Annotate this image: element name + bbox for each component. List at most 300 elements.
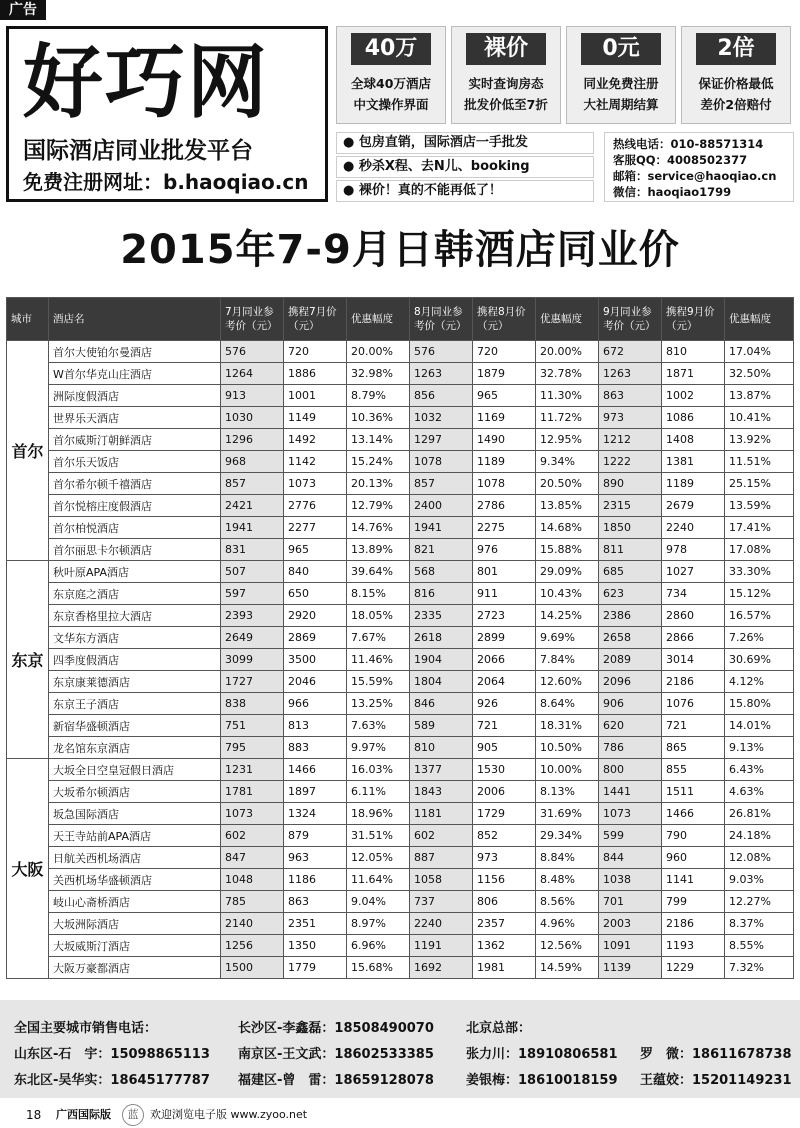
price-cell: 801 <box>473 561 536 583</box>
logo-name: 好巧网 <box>23 36 269 129</box>
price-cell: 863 <box>599 385 662 407</box>
price-cell: 1229 <box>662 957 725 979</box>
price-cell: 2357 <box>473 913 536 935</box>
table-row <box>7 935 794 957</box>
price-cell: 1078 <box>473 473 536 495</box>
price-cell: 14.25% <box>536 605 599 627</box>
table-row <box>7 583 794 605</box>
price-cell: 2275 <box>473 517 536 539</box>
price-cell: 20.50% <box>536 473 599 495</box>
price-cell: 18.31% <box>536 715 599 737</box>
price-cell: 2006 <box>473 781 536 803</box>
ad-label: 广告 <box>0 0 46 20</box>
hotel-name-cell: W首尔华克山庄酒店 <box>49 363 221 385</box>
feature-line: 保证价格最低 <box>698 76 774 91</box>
price-cell: 8.97% <box>347 913 410 935</box>
price-cell: 2869 <box>284 627 347 649</box>
price-cell: 968 <box>221 451 284 473</box>
hotel-name-cell: 关西机场华盛顿酒店 <box>49 869 221 891</box>
price-cell: 806 <box>473 891 536 913</box>
hotel-name-cell: 首尔希尔顿千禧酒店 <box>49 473 221 495</box>
column-header: 携程7月价（元） <box>284 298 347 341</box>
page-number: 18 <box>26 1108 42 1122</box>
price-cell: 1073 <box>221 803 284 825</box>
price-cell: 846 <box>410 693 473 715</box>
price-cell: 1189 <box>662 473 725 495</box>
price-cell: 1078 <box>410 451 473 473</box>
price-cell: 26.81% <box>725 803 794 825</box>
hotel-name-cell: 四季度假酒店 <box>49 649 221 671</box>
price-cell: 2096 <box>599 671 662 693</box>
price-cell: 2920 <box>284 605 347 627</box>
price-cell: 2277 <box>284 517 347 539</box>
hotel-name-cell: 东京王子酒店 <box>49 693 221 715</box>
table-row <box>7 605 794 627</box>
hotel-name-cell: 岐山心斋桥酒店 <box>49 891 221 913</box>
hotel-name-cell: 首尔乐天饭店 <box>49 451 221 473</box>
price-cell: 1169 <box>473 407 536 429</box>
price-cell: 1871 <box>662 363 725 385</box>
price-cell: 831 <box>221 539 284 561</box>
price-cell: 905 <box>473 737 536 759</box>
price-cell: 2658 <box>599 627 662 649</box>
table-row <box>7 913 794 935</box>
table-row <box>7 627 794 649</box>
price-cell: 1362 <box>473 935 536 957</box>
hotel-name-cell: 首尔大使铂尔曼酒店 <box>49 341 221 363</box>
price-cell: 960 <box>662 847 725 869</box>
price-cell: 2140 <box>221 913 284 935</box>
column-header: 8月同业参考价（元） <box>410 298 473 341</box>
table-row <box>7 517 794 539</box>
price-cell: 838 <box>221 693 284 715</box>
price-cell: 734 <box>662 583 725 605</box>
price-cell: 913 <box>221 385 284 407</box>
price-cell: 9.13% <box>725 737 794 759</box>
price-cell: 10.00% <box>536 759 599 781</box>
price-cell: 2679 <box>662 495 725 517</box>
price-cell: 13.85% <box>536 495 599 517</box>
sales-contact: 东北区-吴华实：18645177787 <box>14 1073 210 1088</box>
price-cell: 1441 <box>599 781 662 803</box>
table-row <box>7 495 794 517</box>
price-cell: 1324 <box>284 803 347 825</box>
sales-contact: 张力川：18910806581 <box>466 1047 618 1062</box>
price-cell: 1030 <box>221 407 284 429</box>
price-cell: 8.15% <box>347 583 410 605</box>
price-cell: 11.72% <box>536 407 599 429</box>
price-cell: 8.84% <box>536 847 599 869</box>
price-cell: 800 <box>599 759 662 781</box>
price-cell: 15.80% <box>725 693 794 715</box>
table-row <box>7 715 794 737</box>
footer-hq-title: 北京总部： <box>466 1021 532 1036</box>
price-cell: 799 <box>662 891 725 913</box>
contact-hotline: 热线电话：010-88571314 <box>613 137 764 151</box>
table-row <box>7 385 794 407</box>
price-cell: 1377 <box>410 759 473 781</box>
price-cell: 847 <box>221 847 284 869</box>
table-row <box>7 671 794 693</box>
price-cell: 10.43% <box>536 583 599 605</box>
price-cell: 1941 <box>410 517 473 539</box>
price-cell: 813 <box>284 715 347 737</box>
price-cell: 3014 <box>662 649 725 671</box>
bullet-item: ● 包房直销，国际酒店一手批发 <box>336 132 594 154</box>
hotel-name-cell: 新宿华盛顿酒店 <box>49 715 221 737</box>
table-row <box>7 781 794 803</box>
price-cell: 672 <box>599 341 662 363</box>
price-cell: 1886 <box>284 363 347 385</box>
hotel-name-cell: 日航关西机场酒店 <box>49 847 221 869</box>
price-cell: 1500 <box>221 957 284 979</box>
sales-contact: 罗 微：18611678738 <box>640 1047 792 1062</box>
price-cell: 821 <box>410 539 473 561</box>
sales-contact: 王蕴姣：15201149231 <box>640 1073 792 1088</box>
contact-qq: 客服QQ：4008502377 <box>613 153 748 167</box>
price-cell: 1193 <box>662 935 725 957</box>
publication-slogan: 欢迎浏览电子版 www.zyoo.net <box>150 1108 308 1121</box>
hotel-name-cell: 首尔柏悦酒店 <box>49 517 221 539</box>
price-cell: 976 <box>473 539 536 561</box>
hotel-name-cell: 坂急国际酒店 <box>49 803 221 825</box>
price-cell: 8.13% <box>536 781 599 803</box>
price-cell: 2186 <box>662 671 725 693</box>
price-cell: 9.34% <box>536 451 599 473</box>
table-row <box>7 561 794 583</box>
price-cell: 597 <box>221 583 284 605</box>
footer <box>0 1000 800 1098</box>
publication-badge: 蓝 <box>122 1104 144 1126</box>
city-cell: 首尔 <box>7 341 49 561</box>
price-cell: 2899 <box>473 627 536 649</box>
price-cell: 602 <box>410 825 473 847</box>
price-cell: 11.64% <box>347 869 410 891</box>
price-cell: 1381 <box>662 451 725 473</box>
hotel-name-cell: 东京庭之酒店 <box>49 583 221 605</box>
feature-text <box>682 73 790 115</box>
price-cell: 2786 <box>473 495 536 517</box>
feature-badge: 裸价 <box>466 33 546 65</box>
price-cell: 13.87% <box>725 385 794 407</box>
price-cell: 879 <box>284 825 347 847</box>
price-cell: 602 <box>221 825 284 847</box>
price-cell: 1466 <box>284 759 347 781</box>
price-cell: 15.12% <box>725 583 794 605</box>
sales-contact: 山东区-石 宇：15098865113 <box>14 1047 210 1062</box>
table-row <box>7 803 794 825</box>
price-cell: 810 <box>410 737 473 759</box>
price-cell: 3099 <box>221 649 284 671</box>
contact-email: 邮箱：service@haoqiao.cn <box>613 169 777 183</box>
price-cell: 7.84% <box>536 649 599 671</box>
price-cell: 1263 <box>599 363 662 385</box>
price-cell: 785 <box>221 891 284 913</box>
price-cell: 906 <box>599 693 662 715</box>
price-cell: 1073 <box>599 803 662 825</box>
feature-line: 同业免费注册 <box>583 76 659 91</box>
price-cell: 2386 <box>599 605 662 627</box>
feature-line: 实时查询房态 <box>468 76 544 91</box>
price-cell: 507 <box>221 561 284 583</box>
price-cell: 12.56% <box>536 935 599 957</box>
price-cell: 1073 <box>284 473 347 495</box>
price-cell: 6.43% <box>725 759 794 781</box>
price-cell: 1032 <box>410 407 473 429</box>
price-table <box>6 297 794 979</box>
price-cell: 844 <box>599 847 662 869</box>
price-cell: 1729 <box>473 803 536 825</box>
price-cell: 32.50% <box>725 363 794 385</box>
price-cell: 1181 <box>410 803 473 825</box>
price-cell: 6.11% <box>347 781 410 803</box>
price-cell: 973 <box>473 847 536 869</box>
price-cell: 13.89% <box>347 539 410 561</box>
price-cell: 15.59% <box>347 671 410 693</box>
price-cell: 721 <box>473 715 536 737</box>
feature-card <box>336 26 446 124</box>
price-cell: 3500 <box>284 649 347 671</box>
price-cell: 720 <box>284 341 347 363</box>
price-cell: 685 <box>599 561 662 583</box>
price-cell: 4.63% <box>725 781 794 803</box>
price-cell: 1048 <box>221 869 284 891</box>
page-title: 2015年7-9月日韩酒店同业价 <box>120 227 680 273</box>
contact-box <box>604 132 794 202</box>
feature-badge: 2倍 <box>696 33 776 65</box>
price-cell: 20.00% <box>536 341 599 363</box>
sales-contact: 南京区-王文武：18602533385 <box>238 1047 434 1062</box>
feature-card <box>681 26 791 124</box>
hotel-name-cell: 东京香格里拉大酒店 <box>49 605 221 627</box>
price-cell: 2776 <box>284 495 347 517</box>
feature-text <box>452 73 560 115</box>
price-cell: 12.27% <box>725 891 794 913</box>
price-cell: 30.69% <box>725 649 794 671</box>
price-cell: 17.08% <box>725 539 794 561</box>
column-header: 7月同业参考价（元） <box>221 298 284 341</box>
hotel-name-cell: 文华东方酒店 <box>49 627 221 649</box>
price-cell: 15.88% <box>536 539 599 561</box>
table-row <box>7 451 794 473</box>
price-cell: 10.36% <box>347 407 410 429</box>
price-cell: 926 <box>473 693 536 715</box>
price-cell: 2400 <box>410 495 473 517</box>
price-cell: 9.97% <box>347 737 410 759</box>
price-cell: 1001 <box>284 385 347 407</box>
price-cell: 9.69% <box>536 627 599 649</box>
feature-line: 批发价低至7折 <box>464 97 548 112</box>
price-cell: 17.41% <box>725 517 794 539</box>
price-cell: 978 <box>662 539 725 561</box>
price-cell: 1231 <box>221 759 284 781</box>
price-cell: 1139 <box>599 957 662 979</box>
price-cell: 1058 <box>410 869 473 891</box>
price-cell: 966 <box>284 693 347 715</box>
price-cell: 1408 <box>662 429 725 451</box>
price-cell: 1002 <box>662 385 725 407</box>
price-cell: 1350 <box>284 935 347 957</box>
price-cell: 1264 <box>221 363 284 385</box>
column-header: 优惠幅度 <box>536 298 599 341</box>
price-cell: 32.98% <box>347 363 410 385</box>
price-cell: 8.79% <box>347 385 410 407</box>
price-cell: 623 <box>599 583 662 605</box>
column-header: 携程9月价（元） <box>662 298 725 341</box>
column-header: 城市 <box>7 298 49 341</box>
price-cell: 31.69% <box>536 803 599 825</box>
hotel-name-cell: 首尔威斯汀朝鲜酒店 <box>49 429 221 451</box>
price-cell: 811 <box>599 539 662 561</box>
price-cell: 1256 <box>221 935 284 957</box>
price-cell: 9.03% <box>725 869 794 891</box>
hotel-name-cell: 大坂全日空皇冠假日酒店 <box>49 759 221 781</box>
price-cell: 1186 <box>284 869 347 891</box>
price-cell: 10.41% <box>725 407 794 429</box>
price-cell: 29.34% <box>536 825 599 847</box>
price-cell: 2046 <box>284 671 347 693</box>
price-cell: 1511 <box>662 781 725 803</box>
price-cell: 2393 <box>221 605 284 627</box>
price-cell: 7.32% <box>725 957 794 979</box>
feature-line: 全球40万酒店 <box>351 76 431 91</box>
price-cell: 1843 <box>410 781 473 803</box>
feature-text <box>337 73 445 115</box>
price-cell: 2421 <box>221 495 284 517</box>
hotel-name-cell: 世界乐天酒店 <box>49 407 221 429</box>
price-cell: 15.24% <box>347 451 410 473</box>
price-cell: 568 <box>410 561 473 583</box>
column-header: 酒店名 <box>49 298 221 341</box>
price-cell: 883 <box>284 737 347 759</box>
price-cell: 1904 <box>410 649 473 671</box>
price-cell: 7.26% <box>725 627 794 649</box>
table-row <box>7 869 794 891</box>
price-cell: 14.76% <box>347 517 410 539</box>
price-cell: 25.15% <box>725 473 794 495</box>
price-cell: 13.92% <box>725 429 794 451</box>
price-cell: 2240 <box>662 517 725 539</box>
price-cell: 1222 <box>599 451 662 473</box>
contact-wechat: 微信：haoqiao1799 <box>613 185 732 199</box>
price-cell: 14.01% <box>725 715 794 737</box>
price-cell: 20.13% <box>347 473 410 495</box>
price-cell: 911 <box>473 583 536 605</box>
price-cell: 11.51% <box>725 451 794 473</box>
city-cell: 大阪 <box>7 759 49 979</box>
price-cell: 2860 <box>662 605 725 627</box>
price-cell: 2089 <box>599 649 662 671</box>
feature-line: 大社周期结算 <box>583 97 659 112</box>
table-row <box>7 847 794 869</box>
price-cell: 12.95% <box>536 429 599 451</box>
bullet-item: ● 秒杀X程、去N儿、booking <box>336 156 594 178</box>
price-cell: 890 <box>599 473 662 495</box>
price-cell: 16.03% <box>347 759 410 781</box>
table-row <box>7 957 794 979</box>
price-cell: 857 <box>221 473 284 495</box>
price-cell: 701 <box>599 891 662 913</box>
price-cell: 1142 <box>284 451 347 473</box>
price-cell: 17.04% <box>725 341 794 363</box>
price-cell: 790 <box>662 825 725 847</box>
price-cell: 1191 <box>410 935 473 957</box>
price-cell: 12.60% <box>536 671 599 693</box>
price-cell: 1850 <box>599 517 662 539</box>
price-cell: 8.64% <box>536 693 599 715</box>
price-cell: 18.96% <box>347 803 410 825</box>
price-cell: 786 <box>599 737 662 759</box>
column-header: 9月同业参考价（元） <box>599 298 662 341</box>
price-cell: 2186 <box>662 913 725 935</box>
price-cell: 1212 <box>599 429 662 451</box>
table-row <box>7 825 794 847</box>
price-cell: 840 <box>284 561 347 583</box>
price-cell: 720 <box>473 341 536 363</box>
price-cell: 13.14% <box>347 429 410 451</box>
feature-card <box>451 26 561 124</box>
price-cell: 1530 <box>473 759 536 781</box>
price-cell: 13.25% <box>347 693 410 715</box>
price-cell: 965 <box>284 539 347 561</box>
footer-title: 全国主要城市销售电话： <box>14 1021 158 1036</box>
price-cell: 2315 <box>599 495 662 517</box>
hotel-name-cell: 大坂洲际酒店 <box>49 913 221 935</box>
hotel-name-cell: 大阪万豪都酒店 <box>49 957 221 979</box>
price-cell: 1779 <box>284 957 347 979</box>
price-cell: 15.68% <box>347 957 410 979</box>
price-cell: 857 <box>410 473 473 495</box>
logo-tagline: 国际酒店同业批发平台 <box>23 138 253 164</box>
price-cell: 8.48% <box>536 869 599 891</box>
price-cell: 620 <box>599 715 662 737</box>
price-cell: 13.59% <box>725 495 794 517</box>
price-cell: 1263 <box>410 363 473 385</box>
price-cell: 1038 <box>599 869 662 891</box>
price-cell: 9.04% <box>347 891 410 913</box>
price-cell: 751 <box>221 715 284 737</box>
price-cell: 7.67% <box>347 627 410 649</box>
hotel-name-cell: 洲际度假酒店 <box>49 385 221 407</box>
logo-register-url: 免费注册网址：b.haoqiao.cn <box>23 170 309 194</box>
feature-card <box>566 26 676 124</box>
price-cell: 31.51% <box>347 825 410 847</box>
price-cell: 963 <box>284 847 347 869</box>
price-cell: 2723 <box>473 605 536 627</box>
price-cell: 14.68% <box>536 517 599 539</box>
price-cell: 1189 <box>473 451 536 473</box>
price-cell: 810 <box>662 341 725 363</box>
table-row <box>7 473 794 495</box>
column-header: 优惠幅度 <box>347 298 410 341</box>
price-cell: 2003 <box>599 913 662 935</box>
price-cell: 6.96% <box>347 935 410 957</box>
price-cell: 1727 <box>221 671 284 693</box>
table-row <box>7 891 794 913</box>
publication-name: 广西国际版 <box>56 1108 111 1121</box>
price-cell: 2066 <box>473 649 536 671</box>
price-cell: 576 <box>221 341 284 363</box>
price-cell: 11.30% <box>536 385 599 407</box>
price-cell: 1692 <box>410 957 473 979</box>
bullet-list <box>336 132 594 204</box>
price-cell: 1297 <box>410 429 473 451</box>
price-cell: 4.12% <box>725 671 794 693</box>
table-row <box>7 759 794 781</box>
price-cell: 8.56% <box>536 891 599 913</box>
price-cell: 10.50% <box>536 737 599 759</box>
price-cell: 1156 <box>473 869 536 891</box>
